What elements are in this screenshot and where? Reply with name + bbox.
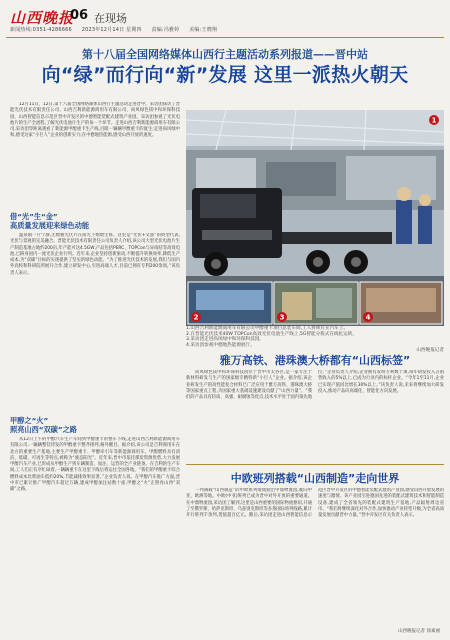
section-divider	[186, 464, 444, 465]
author-byline: 山西晚报记者 徐素丽	[398, 629, 440, 634]
section4-title: 中欧班列搭载“山西制造”走向世界	[230, 472, 400, 485]
lead-text: 12月11日、12日,第十八届全国网络媒体山西行主题活动走进晋中。采访团探访了晋能光伏技术有限责任公司、山西吉利新能源商用车有限公司、尚风绿色镁中和环保科技园、山西智能信息示范区晋中开发区的中德智能装配式建筑产业园。采访团参观了光伏电池片的生产全流程,了解光伏电池片生产的每一个环节。走进山西吉利新能源商用车有限公司,采访团零距离观看了新能源甲醇重卡生产线,目睹一辆辆甲醇重卡的诞生;走进尚风绿中和,感受这家“小巨人”企业的创新实力;在中德地热能源,感受山西开放的速度。	[10, 102, 180, 139]
photo-number-badge: 3	[279, 313, 285, 322]
header-meta	[10, 26, 225, 33]
section1-subhead	[10, 212, 180, 230]
section2-subhead-line2: 照亮山西“双碳”之路	[10, 425, 77, 434]
header-rule	[6, 37, 444, 38]
kicker: 第十八届全国网络媒体山西行主题活动系列报道——晋中站	[82, 48, 368, 61]
section3-body	[186, 370, 444, 460]
section1-subhead-line2: 高质量发展迎来绿色动能	[10, 221, 90, 230]
issue-date: 2023年12月14日 星期四	[81, 27, 142, 33]
section1-body	[10, 233, 180, 411]
caption-line: 1.山西吉利新能源商用车有限公司甲醇重卡项目总装车间,工人将锁钉在汽车上。	[186, 326, 349, 331]
lead-paragraph	[10, 102, 180, 208]
inset-photos	[188, 282, 442, 324]
section2-body	[10, 437, 180, 625]
section2-subhead-line1: 甲醇之“火”	[10, 416, 49, 425]
caption-line: 3.采访团走进尚风绿中和环保科技园。	[186, 337, 264, 343]
photo-number-badge: 2	[193, 313, 199, 322]
caption-line: 2.在晋能光伏技术40W TOPCon高效光伏电池生产线上,5G智能分拣式在线化运转。	[186, 331, 357, 337]
section3-text: 尚风绿色镁中和环保科技园位于晋中市太谷区,是一家专注于新材料研发与生产的国家级专精特新“小巨人”企业。据介绍,该企业研发生产的高性能复合材料已广泛应用于雅万高铁、港珠澳大桥等国家重点工程,为国家重大基础设施建设贡献了“山西力量”。“我们的产品具有轻质、高强、耐腐蚀等优点,技术水平处于国内领先地位。”企业负责人介绍,企业拥有发明专利数十项,每年研发投入占销售收入的5%以上,已成为行业内的标杆企业。“今年1至11月,企业已实现产值同比增长30%以上。”该负责人说,未来将继续加大研发投入,推动产品向高端化、智能化方向发展。	[186, 370, 444, 401]
section1-subhead-line1: 借“光”生“金”	[10, 212, 58, 221]
section2-subhead	[10, 416, 180, 434]
designer: 美编:王晓翔	[189, 27, 218, 33]
editor: 责编:冯雅婷	[151, 27, 180, 33]
photo-number-badge: 1	[431, 116, 437, 125]
photo-credit: 山西晚报记者	[416, 348, 444, 354]
photo-collage	[186, 110, 444, 326]
caption-line: 4.采访团参观中德地热能源展厅。	[186, 342, 255, 348]
section-title: 在现场	[94, 12, 127, 25]
masthead-logo: 山西晚报	[10, 9, 75, 27]
headline: 向“绿”而行向“新”发展 这里一派热火朝天	[41, 64, 409, 86]
photo-caption	[186, 326, 444, 354]
photo-number-badge: 4	[365, 313, 371, 322]
hotline: 新闻热线:0351-4286666	[10, 27, 72, 33]
section3-title: 雅万高铁、港珠澳大桥都有“山西标签”	[219, 354, 411, 367]
section2-text: 从12日上午的甲醇汽车生产车间到甲醇重卡的整车下线,走进山西吉利新能源商用车有限公司,一辆辆整装待发的甲醇重卡整齐排列,格外醒目。据介绍,该公司是吉利商用车在北方的重要生产基地,主要生产甲醇重卡、甲醇牵引车等新能源商用车。甲醇燃料具有清洁、低碳、可再生等特点,被称为“液态阳光”。近年来,晋中市依托煤炭资源优势,大力发展甲醇汽车产业,已形成从甲醇生产到车辆制造、加注、运营的全产业链条。在吉利的生产车间,工人们正有序忙碌着,一辆辆重卡在这里下线后将运往全国各地。“我们的甲醇重卡综合燃料成本比柴油车低约20%,节能减排效果显著。”企业负责人说。在甲醇汽车推广方面,晋中市已累计推广甲醇汽车超过万辆,建成甲醇加注站数十座,甲醇之“火”正照亮山西“双碳”之路。	[10, 437, 180, 493]
page-number: 06	[70, 8, 89, 23]
page-header	[6, 4, 444, 34]
section4-body	[186, 488, 444, 626]
section1-text: 温泉镇一片宁静,无数板光伏片在阳光下熠熠生辉。这里是“光伏+文旅”的典型代表,光伏与景观的完美融合。晋能光伏技术有限责任公司负责人介绍,该公司大型光伏电池片生产制造基地占地约200亩,年产能可达4.5GW,产品包括PERC、TOPCon与异质结等高效电池,已跻身国内一流光伏企业行列。近年来,企业坚持创新驱动,不断提升转换效率,降低生产成本,为“双碳”目标的实现提供了坚实的绿色动能。“为了推进光伏技术的发展,我们与国内外高校和科研院所展开合作,建立研发中心,引进高端人才,目前已拥有专利200余项。”该负责人表示。	[10, 233, 180, 276]
section4-text: 一列满载“山西制造”的中欧班列缓缓驶出中鼎物流园,驶向中亚、欧洲等地。中欧(中亚)班列已成为晋中对外开放的重要通道。在中鼎物流园,采访团了解到,这里是山西重要的国际物流枢纽,开通了至俄罗斯、哈萨克斯坦、乌兹别克斯坦等多条国际班列线路,累计开行班列千余列,货值超百亿元。随后,采访团走进山西智能信息示范区晋中开发区的中德智能装配式建筑产业园,感受山西开放发展的速度与激情。该产业园引进德国先进的装配式建筑技术和智能制造设备,建成了全省领先的装配式建筑生产基地,产品辐射周边省市。“我们将继续深化对外合作,加快推动产业转型升级,为全省高质量发展贡献晋中力量。”晋中开发区有关负责人表示。	[186, 488, 444, 519]
photo-collage-art	[186, 110, 444, 326]
